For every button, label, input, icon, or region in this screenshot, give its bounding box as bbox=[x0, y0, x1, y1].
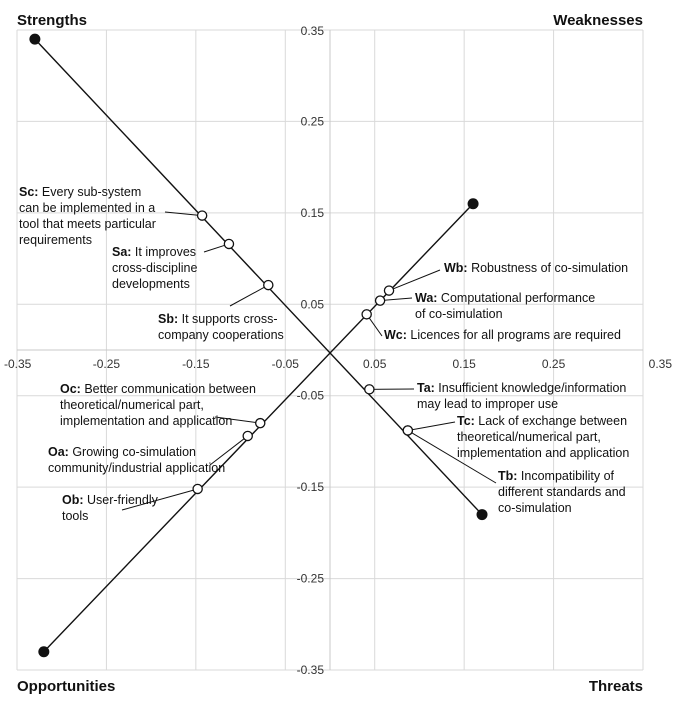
x-tick-label-7: 0.35 bbox=[648, 357, 672, 371]
y-tick-label-3: 0.05 bbox=[300, 297, 324, 312]
factor-text-11-1: tools bbox=[62, 509, 89, 523]
factor-marker-6 bbox=[365, 385, 374, 394]
y-tick-label-7: -0.35 bbox=[296, 663, 324, 677]
factor-labels bbox=[19, 185, 629, 523]
factor-text-7-2: implementation and application bbox=[457, 446, 630, 460]
factor-marker-4 bbox=[375, 296, 384, 305]
corner-threats: Threats bbox=[588, 678, 643, 695]
y-tick-label-2: 0.15 bbox=[300, 205, 324, 220]
x-tick-label-1: -0.25 bbox=[92, 357, 121, 371]
factor-code-2: Sb: bbox=[158, 312, 179, 326]
corner-strengths: Strengths bbox=[17, 12, 88, 29]
factor-text-4-1: of co-simulation bbox=[415, 307, 503, 321]
x-tick-label-3: -0.05 bbox=[271, 357, 299, 371]
y-tick-label-6: -0.25 bbox=[296, 571, 324, 586]
factor-code-5: Wc: bbox=[384, 328, 407, 342]
factor-text-8-0: Incompatibility of bbox=[517, 469, 615, 483]
axes bbox=[17, 30, 643, 670]
factor-text-6-1: may lead to improper use bbox=[417, 397, 559, 411]
factor-code-0: Sc: bbox=[19, 185, 39, 199]
factor-label-4 bbox=[415, 291, 595, 321]
factor-marker-10 bbox=[243, 431, 252, 440]
factor-marker-8 bbox=[403, 426, 412, 435]
factor-text-3-0: Robustness of co-simulation bbox=[467, 261, 629, 275]
factor-label-7 bbox=[457, 414, 629, 460]
factor-text-11-0: User-friendly bbox=[83, 493, 158, 507]
factor-text-10-0: Growing co-simulation bbox=[68, 445, 196, 459]
factor-text-6-0: Insufficient knowledge/information bbox=[434, 381, 627, 395]
factor-marker-0 bbox=[198, 211, 207, 220]
leader-line-2 bbox=[230, 285, 268, 306]
factor-label-8 bbox=[498, 469, 626, 515]
factor-text-8-1: different standards and bbox=[498, 485, 626, 499]
endpoint-markers bbox=[29, 34, 487, 658]
x-tick-label-0: -0.35 bbox=[4, 357, 32, 371]
endpoint-2 bbox=[38, 646, 49, 657]
factor-marker-1 bbox=[224, 239, 233, 248]
y-tick-label-1: 0.25 bbox=[300, 114, 324, 129]
y-tick-label-0: 0.35 bbox=[300, 24, 324, 38]
factor-text-7-0: Lack of exchange between bbox=[474, 414, 628, 428]
y-tick-label-4: -0.05 bbox=[296, 388, 324, 403]
factor-text-10-1: community/industrial application bbox=[48, 461, 226, 475]
factor-text-0-2: tool that meets particular bbox=[19, 217, 156, 231]
y-tick-label-5: -0.15 bbox=[296, 480, 324, 495]
leader-line-7 bbox=[408, 422, 455, 430]
factor-text-9-0: Better communication between bbox=[80, 382, 256, 396]
factor-text-8-2: co-simulation bbox=[498, 501, 572, 515]
factor-text-2-1: company cooperations bbox=[158, 328, 284, 342]
x-tick-label-4: 0.05 bbox=[363, 357, 387, 371]
factor-marker-5 bbox=[362, 310, 371, 319]
factor-label-2 bbox=[158, 312, 284, 342]
endpoint-1 bbox=[477, 509, 488, 520]
endpoint-3 bbox=[468, 198, 479, 209]
x-tick-label-2: -0.15 bbox=[182, 357, 210, 371]
factor-text-0-3: requirements bbox=[19, 233, 92, 247]
factor-marker-3 bbox=[384, 286, 393, 295]
factor-markers bbox=[193, 211, 412, 494]
factor-text-5-0: Licences for all programs are required bbox=[406, 328, 621, 342]
factor-code-10: Oa: bbox=[48, 445, 69, 459]
diagonal-line-0 bbox=[35, 39, 482, 514]
factor-code-11: Ob: bbox=[62, 493, 84, 507]
factor-text-1-2: developments bbox=[112, 277, 190, 291]
factor-label-5 bbox=[384, 328, 621, 342]
factor-code-9: Oc: bbox=[60, 382, 81, 396]
factor-code-6: Ta: bbox=[417, 381, 435, 395]
factor-code-1: Sa: bbox=[112, 245, 132, 259]
factor-text-1-1: cross-discipline bbox=[112, 261, 198, 275]
factor-text-2-0: It supports cross- bbox=[178, 312, 278, 326]
factor-text-9-1: theoretical/numerical part, bbox=[60, 398, 204, 412]
factor-label-3 bbox=[444, 261, 628, 275]
factor-label-11 bbox=[62, 493, 159, 523]
leader-line-3 bbox=[389, 270, 440, 291]
factor-label-9 bbox=[60, 382, 256, 428]
factor-text-7-1: theoretical/numerical part, bbox=[457, 430, 601, 444]
factor-label-0 bbox=[19, 185, 156, 247]
endpoint-0 bbox=[29, 34, 40, 45]
corner-opportunities: Opportunities bbox=[17, 678, 116, 695]
factor-code-7: Tc: bbox=[457, 414, 475, 428]
factor-marker-2 bbox=[264, 280, 273, 289]
x-tick-label-5: 0.15 bbox=[452, 357, 476, 371]
factor-text-0-1: can be implemented in a bbox=[19, 201, 156, 215]
factor-code-4: Wa: bbox=[415, 291, 438, 305]
factor-marker-9 bbox=[256, 419, 265, 428]
factor-text-4-0: Computational performance bbox=[437, 291, 596, 305]
factor-text-0-0: Every sub-system bbox=[38, 185, 142, 199]
factor-text-1-0: It improves bbox=[131, 245, 197, 259]
factor-marker-11 bbox=[193, 484, 202, 493]
factor-label-1 bbox=[112, 245, 197, 291]
factor-code-8: Tb: bbox=[498, 469, 518, 483]
factor-code-3: Wb: bbox=[444, 261, 468, 275]
diagonal-lines bbox=[35, 39, 482, 652]
corner-weaknesses: Weaknesses bbox=[553, 12, 643, 29]
factor-label-10 bbox=[48, 445, 225, 475]
x-tick-label-6: 0.25 bbox=[541, 357, 566, 371]
factor-text-9-2: implementation and application bbox=[60, 414, 233, 428]
